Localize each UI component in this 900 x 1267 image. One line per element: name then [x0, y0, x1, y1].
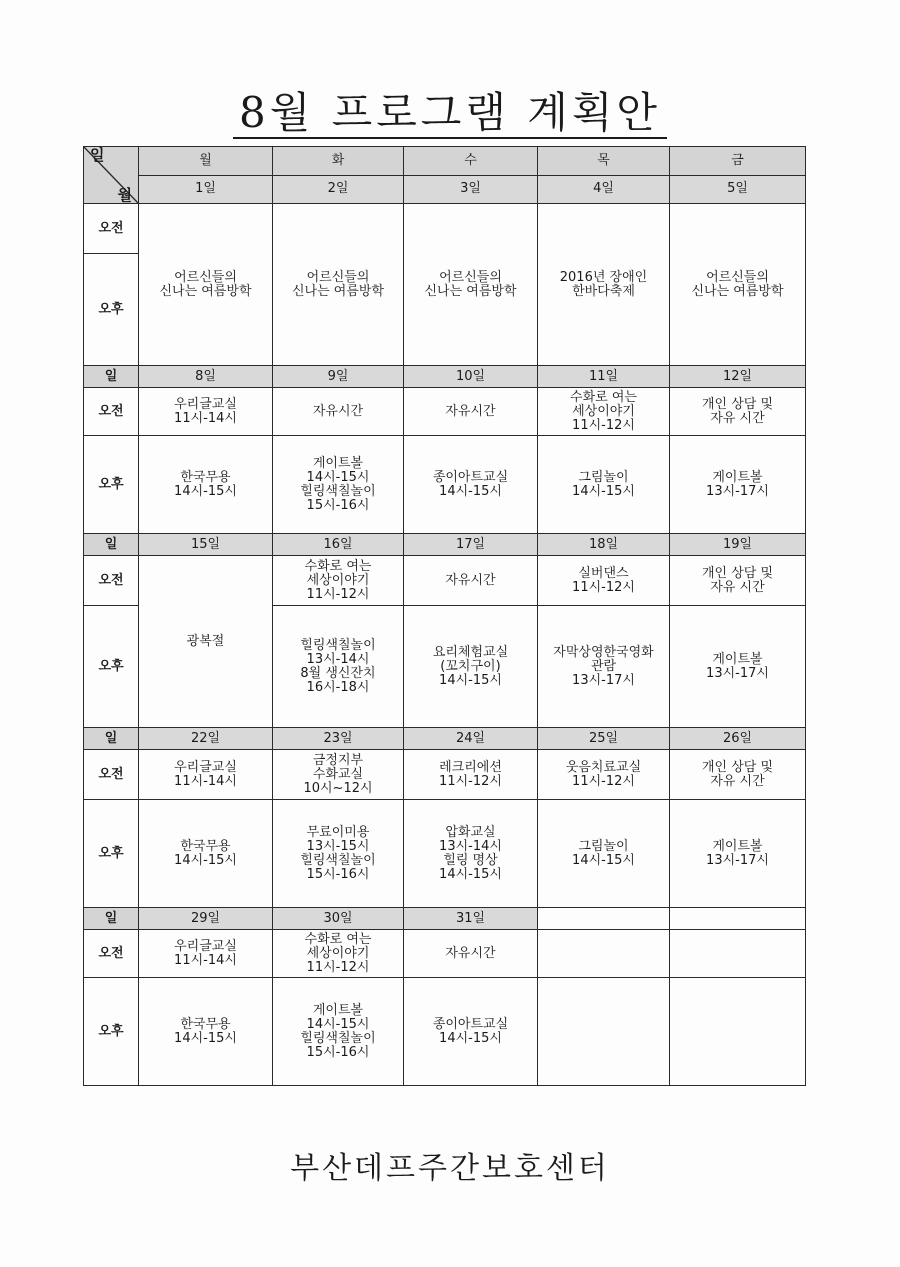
- center-name: 부산데프주간보호센터: [290, 1151, 610, 1186]
- date-cell: 18일: [538, 534, 670, 556]
- week1-am-row: [84, 204, 806, 254]
- program-cell: 압화교실 13시-14시 힐링 명상 14시-15시: [404, 800, 538, 908]
- week5-pm-row: [84, 978, 806, 1086]
- weekday-wed: 수: [404, 147, 538, 176]
- date-cell: 16일: [273, 534, 404, 556]
- date-cell: 23일: [273, 728, 404, 750]
- program-cell: 개인 상담 및 자유 시간: [670, 750, 806, 800]
- program-cell: 종이아트교실 14시-15시: [404, 978, 538, 1086]
- week5-date-row: [84, 908, 806, 930]
- am-label: 오전: [84, 930, 139, 978]
- week1-date-row: [84, 175, 806, 204]
- day-label: 일: [84, 534, 139, 556]
- date-cell: 15일: [139, 534, 273, 556]
- program-cell: 수화로 여는 세상이야기 11시-12시: [538, 388, 670, 436]
- date-cell: 3일: [404, 175, 538, 204]
- date-cell: 12일: [670, 366, 806, 388]
- date-cell-empty: [670, 908, 806, 930]
- program-cell: 자유시간: [273, 388, 404, 436]
- program-cell: 어르신들의 신나는 여름방학: [139, 204, 273, 366]
- holiday-cell: 광복절: [139, 556, 273, 728]
- program-cell: 수화로 여는 세상이야기 11시-12시: [273, 556, 404, 606]
- program-cell: 우리글교실 11시-14시: [139, 388, 273, 436]
- week3-am-row: [84, 556, 806, 606]
- program-cell-empty: [538, 978, 670, 1086]
- day-label: 일: [84, 908, 139, 930]
- week4-am-row: [84, 750, 806, 800]
- date-cell: 11일: [538, 366, 670, 388]
- program-cell: 그림놀이 14시-15시: [538, 436, 670, 534]
- date-cell-empty: [538, 908, 670, 930]
- page-title-text: 8월 프로그램 계획안: [233, 88, 667, 139]
- program-cell: 실버댄스 11시-12시: [538, 556, 670, 606]
- program-cell: 개인 상담 및 자유 시간: [670, 556, 806, 606]
- program-cell: 레크리에션 11시-12시: [404, 750, 538, 800]
- program-cell: 우리글교실 11시-14시: [139, 750, 273, 800]
- program-cell: 무료이미용 13시-15시 힐링색칠놀이 15시-16시: [273, 800, 404, 908]
- weekday-tue: 화: [273, 147, 404, 176]
- am-label: 오전: [84, 556, 139, 606]
- day-label: 일: [84, 366, 139, 388]
- date-cell: 29일: [139, 908, 273, 930]
- program-cell: 게이트볼 14시-15시 힐링색칠놀이 15시-16시: [273, 436, 404, 534]
- program-cell-empty: [670, 930, 806, 978]
- week3-date-row: [84, 534, 806, 556]
- program-cell: 웃음치료교실 11시-12시: [538, 750, 670, 800]
- program-cell: 한국무용 14시-15시: [139, 800, 273, 908]
- date-cell: 9일: [273, 366, 404, 388]
- program-cell: 그림놀이 14시-15시: [538, 800, 670, 908]
- program-cell: 자유시간: [404, 556, 538, 606]
- date-cell: 26일: [670, 728, 806, 750]
- date-cell: 31일: [404, 908, 538, 930]
- am-label: 오전: [84, 750, 139, 800]
- program-cell: 개인 상담 및 자유 시간: [670, 388, 806, 436]
- am-label: 오전: [84, 204, 139, 254]
- date-cell: 8일: [139, 366, 273, 388]
- schedule-table: [83, 146, 806, 1086]
- date-cell: 5일: [670, 175, 806, 204]
- program-cell: 자유시간: [404, 388, 538, 436]
- pm-label: 오후: [84, 606, 139, 728]
- week5-am-row: [84, 930, 806, 978]
- program-cell: 어르신들의 신나는 여름방학: [670, 204, 806, 366]
- corner-day-label: 일: [90, 146, 105, 164]
- pm-label: 오후: [84, 978, 139, 1086]
- date-cell: 10일: [404, 366, 538, 388]
- date-cell: 22일: [139, 728, 273, 750]
- program-cell: 금정지부 수화교실 10시~12시: [273, 750, 404, 800]
- program-cell-empty: [670, 978, 806, 1086]
- program-cell: 게이트볼 13시-17시: [670, 606, 806, 728]
- program-cell: 한국무용 14시-15시: [139, 436, 273, 534]
- program-cell: 요리체험교실 (꼬치구이) 14시-15시: [404, 606, 538, 728]
- date-cell: 2일: [273, 175, 404, 204]
- date-cell: 30일: [273, 908, 404, 930]
- week2-pm-row: [84, 436, 806, 534]
- week4-pm-row: [84, 800, 806, 908]
- pm-label: 오후: [84, 254, 139, 366]
- weekday-fri: 금: [670, 147, 806, 176]
- date-cell: 4일: [538, 175, 670, 204]
- corner-header-cell: [84, 147, 139, 204]
- program-cell: 자막상영한국영화 관람 13시-17시: [538, 606, 670, 728]
- pm-label: 오후: [84, 436, 139, 534]
- weekday-thu: 목: [538, 147, 670, 176]
- program-cell: 어르신들의 신나는 여름방학: [273, 204, 404, 366]
- weekday-mon: 월: [139, 147, 273, 176]
- am-label: 오전: [84, 388, 139, 436]
- date-cell: 24일: [404, 728, 538, 750]
- day-label: 일: [84, 728, 139, 750]
- program-cell: 종이아트교실 14시-15시: [404, 436, 538, 534]
- week2-am-row: [84, 388, 806, 436]
- program-cell: 힐링색칠놀이 13시-14시 8월 생신잔치 16시-18시: [273, 606, 404, 728]
- date-cell: 1일: [139, 175, 273, 204]
- program-cell: 게이트볼 13시-17시: [670, 800, 806, 908]
- program-cell-empty: [538, 930, 670, 978]
- program-cell: 한국무용 14시-15시: [139, 978, 273, 1086]
- weekday-row: [84, 147, 806, 176]
- page-title: [0, 80, 900, 140]
- program-cell: 게이트볼 13시-17시: [670, 436, 806, 534]
- program-cell: 자유시간: [404, 930, 538, 978]
- program-cell: 우리글교실 11시-14시: [139, 930, 273, 978]
- date-cell: 19일: [670, 534, 806, 556]
- program-cell: 어르신들의 신나는 여름방학: [404, 204, 538, 366]
- week2-date-row: [84, 366, 806, 388]
- pm-label: 오후: [84, 800, 139, 908]
- week4-date-row: [84, 728, 806, 750]
- program-cell: 게이트볼 14시-15시 힐링색칠놀이 15시-16시: [273, 978, 404, 1086]
- date-cell: 25일: [538, 728, 670, 750]
- program-cell: 2016년 장애인 한바다축제: [538, 204, 670, 366]
- corner-month-label: 월: [117, 186, 132, 204]
- date-cell: 17일: [404, 534, 538, 556]
- program-cell: 수화로 여는 세상이야기 11시-12시: [273, 930, 404, 978]
